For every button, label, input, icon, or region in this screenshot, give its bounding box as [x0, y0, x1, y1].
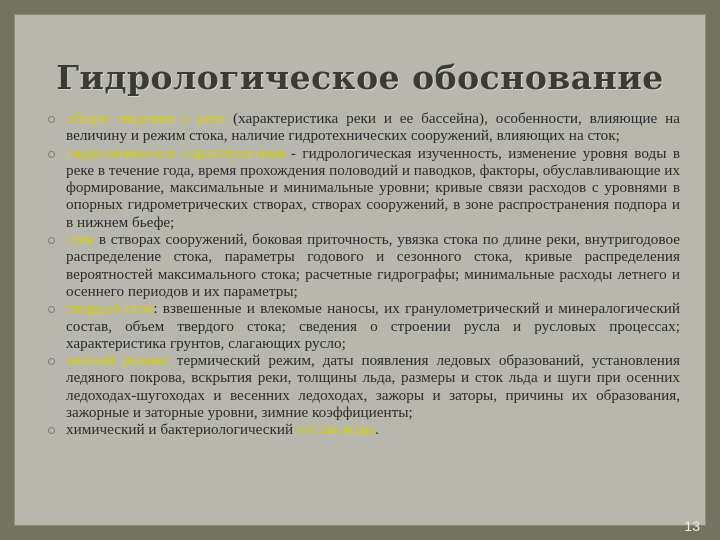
slide-title: Гидрологическое обоснование: [56, 58, 664, 97]
bullet-icon: [48, 358, 55, 365]
list-item: [48, 110, 680, 145]
highlight-text: состав воды: [296, 421, 376, 439]
bullet-icon: [48, 116, 55, 123]
item-text: : взвешенные и влекомые наносы, их гранулометрический и минералогический состав, объем твердого стока; сведения о строении русла и русловых процессах; характеристика грунтов, слагающих русло;: [66, 300, 680, 352]
list-item: [48, 352, 680, 421]
item-text: в створах сооружений, боковая приточность, увязка стока по длине реки, внутригодовое распределение стока, параметры годового и сезонного стока, кривые распределения вероятностей максимального стока; расчетные гидрографы; минимальные расходы летнего и осеннего периодов и их параметры;: [66, 231, 680, 300]
bullet-icon: [48, 151, 55, 158]
highlight-text: общие сведения о реке: [66, 110, 226, 127]
bullet-icon: [48, 306, 55, 313]
highlight-text: зимний режим:: [66, 352, 169, 370]
item-text: химический и бактериологический: [66, 421, 297, 439]
list-item: [48, 300, 680, 352]
bullet-icon: [48, 237, 55, 244]
list-item: [48, 231, 680, 300]
page-number: 13: [684, 518, 700, 534]
item-text: .: [375, 421, 379, 439]
highlight-text: сток: [66, 231, 95, 249]
highlight-text: гидрологические характеристики: [66, 144, 285, 162]
item-text: - гидрологическая изученность, изменение уровня воды в реке в течение года, время прохождения половодий и паводков, факторы, обуславливающие их формирование, максимальные и минимальные уровни; кривые связи расходов с уровнями в опорных гидрометрических створах, створах сооружений, в зоне распространения подпора и в нижнем бьефе;: [66, 144, 680, 231]
content-list: [48, 110, 680, 439]
item-text: (характеристика реки и ее бассейна), особенности, влияющие на величину и режим стока, наличие гидротехнических сооружений, влияющих на сток;: [66, 110, 680, 145]
list-item: [48, 421, 680, 438]
highlight-text: твердый сток: [66, 300, 154, 318]
list-item: [48, 145, 680, 231]
item-text: термический режим, даты появления ледовых образований, установления ледяного покрова, вскрытия реки, толщины льда, размеры и сток льда и шуги при осенних ледоходах-шугоходах и весенних ледоходах, зажоры и заторы, причины их образования, зажорные и заторные уровни, зимние коэффициенты;: [66, 352, 680, 422]
bullet-icon: [48, 427, 55, 434]
